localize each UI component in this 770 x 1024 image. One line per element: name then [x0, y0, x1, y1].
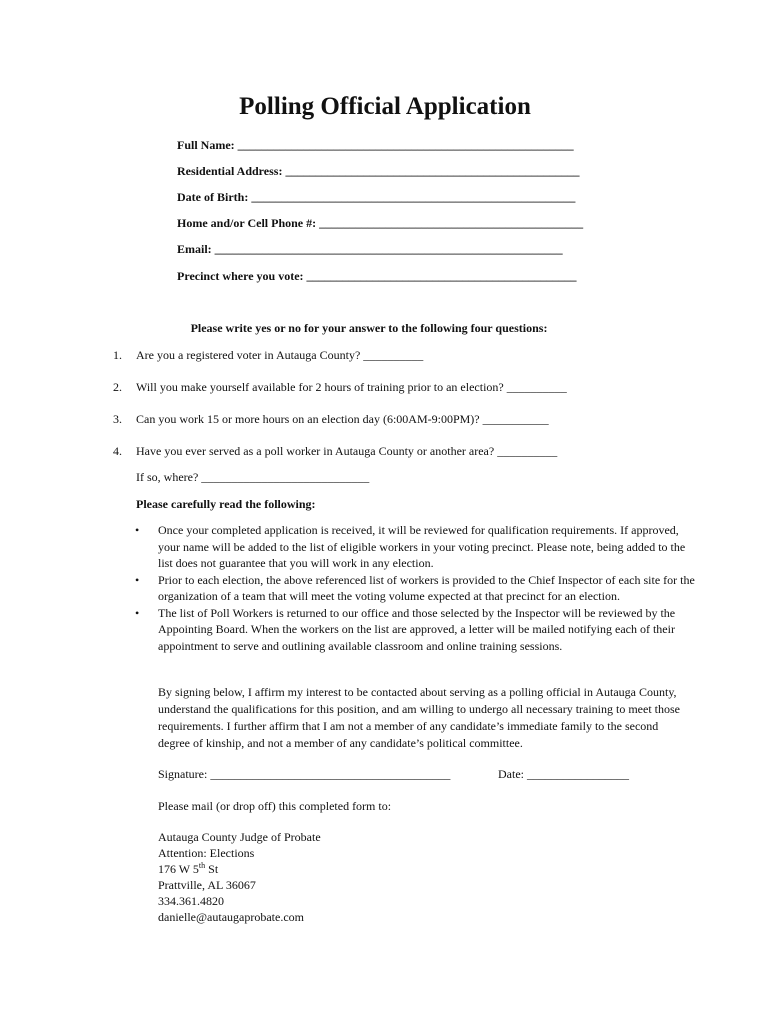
- field-label: Home and/or Cell Phone #:: [177, 216, 317, 230]
- question-number: 3.: [113, 412, 122, 426]
- field-blank[interactable]: __________________________________________________________: [214, 242, 563, 256]
- email-field[interactable]: [177, 242, 563, 257]
- question-3[interactable]: [113, 412, 549, 427]
- affirmation-paragraph: By signing below, I affirm my interest to be contacted about serving as a polling official in Autauga County, understand the qualifications for this position, and am willing to undergo all necessary training to meet those requirements. I further affirm that I am not a member of any candidate’s immediate family to the second degree of kinship, and not a member of any candidate’s political committee.: [158, 685, 680, 750]
- question-text: Are you a registered voter in Autauga County? __________: [136, 348, 424, 362]
- if-so-where-field[interactable]: If so, where? ____________________________: [136, 470, 370, 484]
- question-text: Will you make yourself available for 2 hours of training prior to an election? __________: [136, 380, 567, 394]
- bullet-icon: •: [135, 523, 140, 537]
- phone-field[interactable]: [177, 216, 583, 231]
- date-field[interactable]: Date: _________________: [498, 767, 629, 781]
- address-email[interactable]: danielle@autaugaprobate.com: [158, 910, 304, 924]
- field-label: Precinct where you vote:: [177, 269, 304, 283]
- question-text: Can you work 15 or more hours on an election day (6:00AM-9:00PM)? ___________: [136, 412, 549, 426]
- address-street: [158, 861, 321, 877]
- field-label: Residential Address:: [177, 164, 283, 178]
- full-name-field[interactable]: [177, 138, 574, 153]
- instructions-heading: Please write yes or no for your answer to the following four questions:: [190, 321, 548, 335]
- field-label: Email:: [177, 242, 212, 256]
- list-item: [135, 605, 695, 655]
- date-of-birth-field[interactable]: [177, 190, 575, 205]
- list-item: [135, 572, 695, 605]
- mail-instruction: Please mail (or drop off) this completed form to:: [158, 799, 392, 813]
- read-heading: Please carefully read the following:: [136, 497, 316, 511]
- list-item: [135, 522, 695, 572]
- address-city: Prattville, AL 36067: [158, 878, 256, 892]
- question-text: Have you ever served as a poll worker in Autauga County or another area? __________: [136, 444, 558, 458]
- field-label: Full Name:: [177, 138, 235, 152]
- question-2[interactable]: [113, 380, 567, 395]
- notice-list: [135, 522, 695, 654]
- bullet-icon: •: [135, 605, 140, 620]
- field-blank[interactable]: _________________________________________________: [285, 164, 580, 178]
- question-number: 1.: [113, 348, 122, 362]
- field-blank[interactable]: ______________________________________________________: [251, 190, 576, 204]
- list-item-text: The list of Poll Workers is returned to our office and those selected by the Inspector will be reviewed by the Appointing Board. When the workers on the list are approved, a letter will be mailed notifying each of their appointment to serve and outlining available classroom and online training sessions.: [158, 605, 676, 653]
- street-suffix: th: [198, 861, 206, 870]
- list-item-text: Prior to each election, the above referenced list of workers is provided to the Chief Inspector of each site for the organization of a team that will meet the voting volume expected at that precinct for an election.: [158, 572, 695, 603]
- mailing-address: [158, 829, 321, 925]
- question-number: 2.: [113, 380, 122, 394]
- question-number: 4.: [113, 444, 122, 458]
- precinct-field[interactable]: [177, 269, 577, 284]
- field-blank[interactable]: ____________________________________________: [319, 216, 584, 230]
- field-blank[interactable]: ________________________________________________________: [237, 138, 574, 152]
- question-4[interactable]: [113, 444, 557, 459]
- street-name: St: [205, 862, 219, 876]
- field-label: Date of Birth:: [177, 190, 249, 204]
- address-line-2: Attention: Elections: [158, 846, 255, 860]
- question-1[interactable]: [113, 348, 423, 363]
- page-title: Polling Official Application: [239, 93, 531, 120]
- residential-address-field[interactable]: [177, 164, 579, 179]
- address-line-1: Autauga County Judge of Probate: [158, 830, 321, 844]
- bullet-icon: •: [135, 572, 140, 587]
- street-number: 176 W 5: [158, 862, 199, 876]
- field-blank[interactable]: _____________________________________________: [306, 269, 577, 283]
- signature-field[interactable]: Signature: ________________________________________: [158, 767, 451, 781]
- address-phone: 334.361.4820: [158, 894, 224, 908]
- list-item-text: Once your completed application is received, it will be reviewed for qualification requirements. If approved, your name will be added to the list of eligible workers in your voting precinct. Please note, being added to the list does not guarantee that you will work in any election.: [158, 523, 686, 570]
